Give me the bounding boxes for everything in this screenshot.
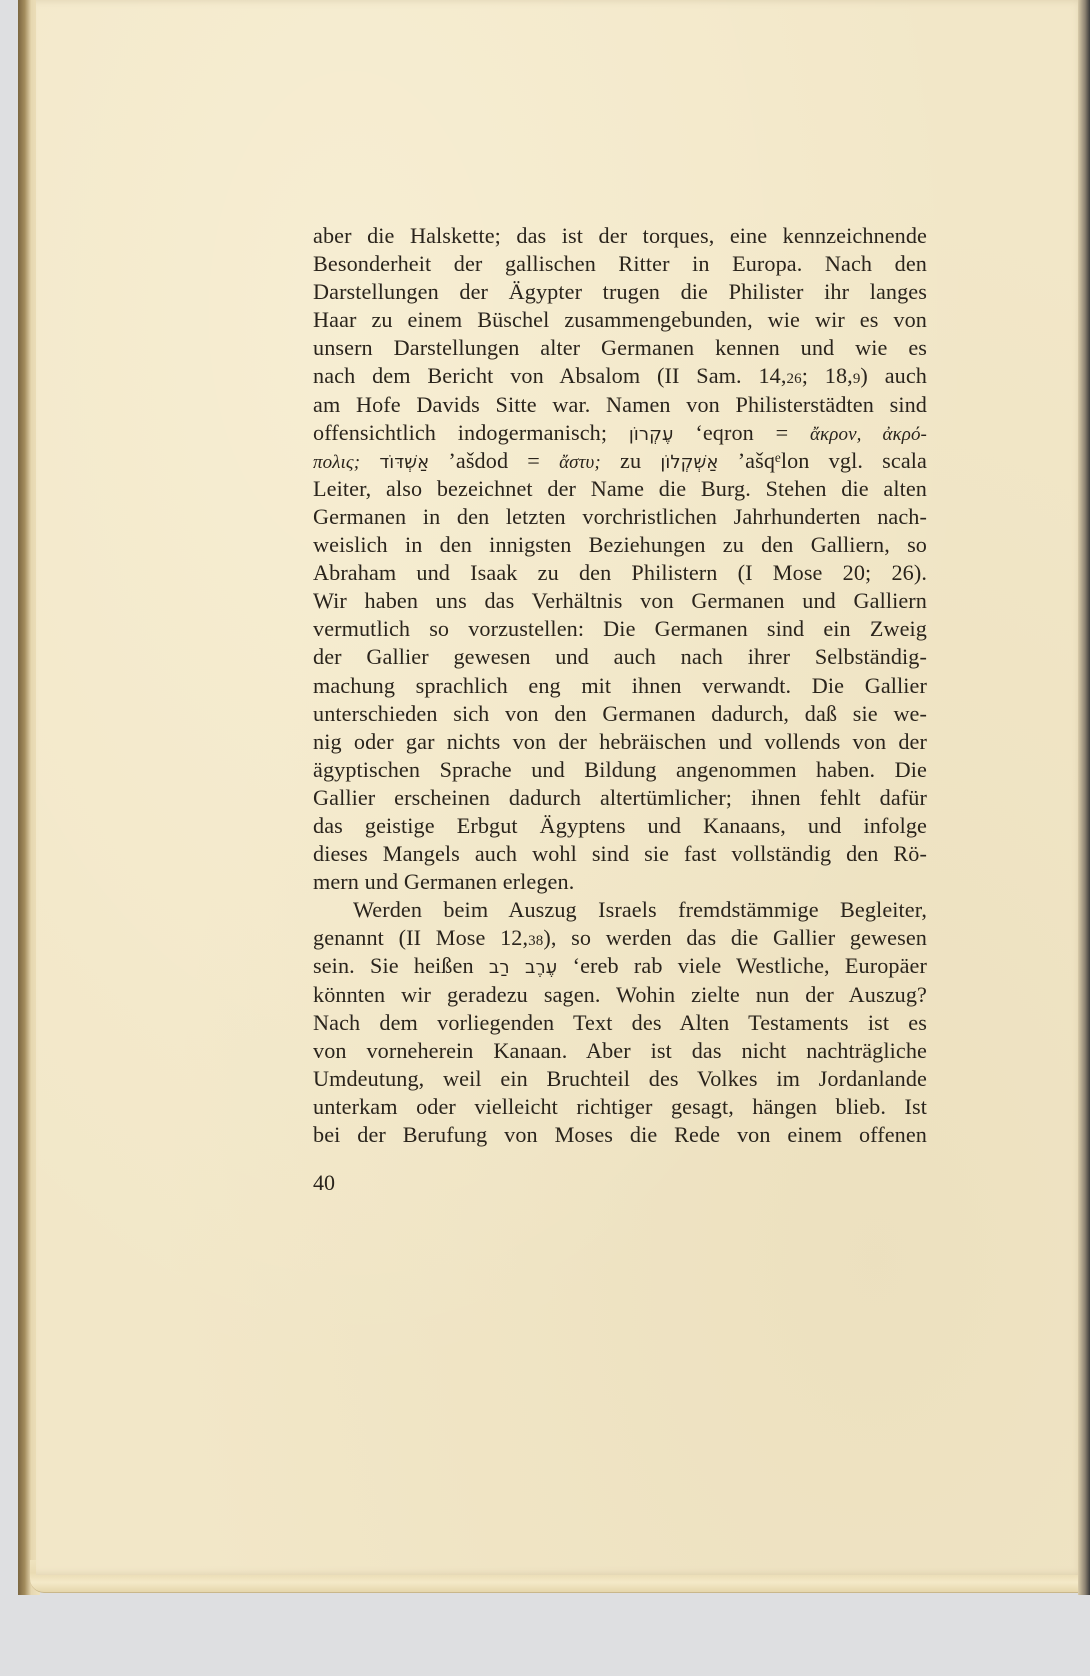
greek-word: ἄκρον, ἀκρό- (809, 423, 927, 445)
text-run: ‘eqron = (673, 419, 810, 445)
greek-word: ἄστυ; (559, 451, 601, 473)
text-line: Haar zu einem Büschel zusammengebunden, wie wir es von (313, 307, 927, 333)
verse-number: 26 (786, 371, 802, 388)
text-run: sein. Sie heißen (313, 953, 489, 979)
text-run: ), so werden das die Gallier gewesen (543, 925, 927, 951)
text-line: unterschieden sich von den Germanen dadurch, daß sie we- (313, 700, 927, 726)
text-line: aber die Halskette; das ist der torques, eine kennzeichnende (313, 223, 927, 248)
page-number: 40 (313, 1170, 335, 1195)
text-line: Germanen in den letzten vorchristlichen Jahrhunderten nach- (313, 503, 927, 529)
text-line: der Gallier gewesen und auch nach ihrer Selbständig- (313, 644, 927, 670)
text-line: unsern Darstellungen alter Germanen kennen und wie es (313, 335, 927, 361)
verse-number: 38 (528, 933, 544, 950)
text-run: ) auch (860, 363, 927, 389)
text-line (313, 952, 927, 980)
hebrew-word: אַשְׁקְלוֹן (660, 451, 719, 473)
text-line (313, 447, 927, 475)
hebrew-word: אַשְׁדּוֹד (379, 451, 430, 473)
text-line (313, 924, 927, 952)
text-run: zu (600, 447, 661, 473)
text-line (313, 419, 927, 447)
text-line (313, 362, 927, 390)
text-line: nig oder gar nichts von der hebräischen und vollends von der (313, 728, 927, 754)
text-run: ‘ereb rab viele Westliche, Europäer (557, 953, 927, 979)
text-line: weislich in den innigsten Beziehungen zu den Galliern, so (313, 532, 927, 558)
text-run: offensichtlich indogermanisch; (313, 419, 629, 445)
text-line: Gallier erscheinen dadurch altertümlicher; ihnen fehlt dafür (313, 784, 927, 810)
text-line: Darstellungen der Ägypter trugen die Philister ihr langes (313, 279, 927, 305)
text-line: könnten wir geradezu sagen. Wohin zielte nun der Auszug? (313, 981, 927, 1007)
hebrew-word: עֶרֶב רַב (488, 957, 558, 979)
text-run: ’ašqᵉlon vgl. scala (718, 447, 927, 473)
text-line: am Hofe Davids Sitte war. Namen von Philisterstädten sind (313, 391, 927, 417)
text-line: Nach dem vorliegenden Text des Alten Testaments ist es (313, 1009, 927, 1035)
text-line: vermutlich so vorzustellen: Die Germanen sind ein Zweig (313, 616, 927, 642)
text-line: dieses Mangels auch wohl sind sie fast vollständig den Rö- (313, 841, 927, 867)
body-text (313, 222, 927, 1149)
text-line: Leiter, also bezeichnet der Name die Burg. Stehen die alten (313, 475, 927, 501)
text-line: ägyptischen Sprache und Bildung angenommen haben. Die (313, 756, 927, 782)
text-line: Umdeutung, weil ein Bruchteil des Volkes im Jordanlande (313, 1065, 927, 1091)
text-line: unterkam oder vielleicht richtiger gesagt, hängen blieb. Ist (313, 1093, 927, 1119)
text-line: Werden beim Auszug Israels fremdstämmige Begleiter, (353, 897, 927, 923)
text-line: machung sprachlich eng mit ihnen verwandt. Die Gallier (313, 672, 927, 698)
text-run: ; 18, (801, 363, 853, 389)
verse-number: 9 (852, 371, 861, 388)
text-line: Besonderheit der gallischen Ritter in Europa. Nach den (313, 251, 927, 277)
text-line: mern und Germanen erlegen. (313, 869, 575, 895)
text-line: von vorneherein Kanaan. Aber ist das nicht nachträgliche (313, 1037, 927, 1063)
text-line: das geistige Erbgut Ägyptens und Kanaans, und infolge (313, 812, 927, 838)
text-run: genannt (II Mose 12, (313, 925, 529, 951)
page-right-shadow (1078, 0, 1090, 1595)
text-run: nach dem Bericht von Absalom (II Sam. 14, (313, 363, 787, 389)
text-line: Wir haben uns das Verhältnis von Germanen und Galliern (313, 588, 927, 614)
text-line: Abraham und Isaak zu den Philistern (I Mose 20; 26). (313, 560, 927, 586)
text-run: ’ašdod = (429, 447, 560, 473)
greek-word: πολις; (313, 451, 361, 473)
text-line: bei der Berufung von Moses die Rede von einem offenen (313, 1122, 927, 1147)
hebrew-word: עֶקְרוֹן (628, 423, 674, 445)
